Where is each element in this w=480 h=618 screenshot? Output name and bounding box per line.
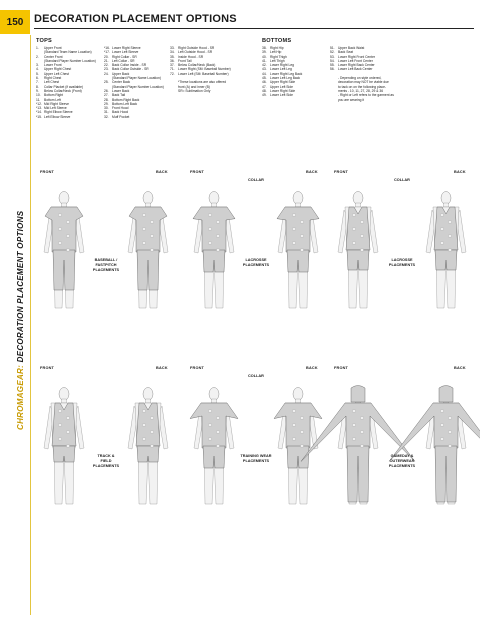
placement-marker — [217, 235, 220, 237]
placement-number: *17. — [104, 50, 110, 55]
placement-text: Lower Right Back Center — [338, 63, 375, 68]
placement-text: decoration may NOT be viable due — [338, 80, 389, 85]
placement-number: 26. — [104, 88, 109, 93]
placement-text: Lower Left Leg — [270, 67, 292, 72]
placement-marker — [209, 438, 212, 440]
divider-horizontal — [34, 28, 474, 29]
placement-text: Inside Hood - SR — [178, 54, 204, 59]
placement-text: Lower Left Side — [270, 93, 293, 98]
placement-number: 31. — [104, 110, 109, 115]
placement-text: Lower Right Side — [270, 88, 296, 93]
placement-marker — [361, 445, 364, 447]
side-title-brand: CHROMAGEAR: — [16, 364, 25, 430]
placement-text: Bottom Left — [44, 97, 61, 102]
placement-text: Lower Left Back Center — [338, 67, 373, 72]
placement-marker — [361, 417, 364, 419]
placement-marker — [293, 214, 296, 216]
placement-marker — [151, 445, 154, 447]
placement-number: 10. — [36, 93, 41, 98]
placement-number: 52. — [330, 50, 335, 55]
collar-label: COLLAR — [394, 178, 410, 182]
placement-text: *These locations are also offered — [178, 80, 227, 85]
placement-text: (Standard Team Name Location) — [44, 50, 92, 55]
placement-number: 1. — [36, 46, 39, 50]
placement-text: Back Hood — [112, 110, 129, 115]
placement-text: Left Chest — [44, 80, 60, 85]
placement-panel — [36, 366, 176, 546]
figure-back — [277, 192, 319, 309]
back-label: BACK — [306, 170, 318, 174]
tops-list-col1 — [36, 46, 96, 119]
tops-title: TOPS — [36, 38, 52, 44]
placement-text: SR= Sublimation Only — [178, 88, 211, 93]
placement-marker — [67, 417, 70, 419]
placement-text: - Right or Left refers to the garment as — [338, 93, 394, 98]
placement-text: Below Collar/Neck (Back) — [178, 63, 216, 68]
placement-marker — [143, 438, 146, 440]
placement-text: Upper Right Side — [270, 80, 296, 85]
placement-marker — [449, 249, 452, 251]
placement-text: (Standard Player Name Location) — [112, 76, 161, 81]
placement-text: Lower Right Front Center — [338, 54, 376, 59]
placement-text: Bottom Right Back — [112, 97, 140, 102]
placement-marker — [353, 228, 356, 230]
placement-number: 11. — [36, 97, 41, 102]
placement-marker — [449, 235, 452, 237]
placement-text: Center Front — [44, 54, 63, 59]
front-label: FRONT — [334, 170, 349, 174]
tops-list-col3 — [170, 46, 231, 93]
side-title — [4, 130, 25, 430]
placement-number: 48. — [262, 88, 267, 93]
back-label: BACK — [454, 366, 466, 370]
placement-number: 6. — [36, 76, 39, 81]
placement-text: Left Thigh — [270, 58, 285, 63]
placement-number: 56. — [330, 67, 335, 72]
placement-text: ments - 10, 11, 27, 28, 29 & 36 — [338, 88, 384, 93]
placement-text: Lower Left Sleeve — [112, 50, 139, 55]
placement-marker — [441, 228, 444, 230]
placement-panel — [330, 170, 474, 350]
placement-marker — [293, 438, 296, 440]
placement-text: Upper Left Side — [270, 84, 293, 89]
placement-number: 51. — [330, 46, 335, 50]
placement-text: Lower Right Leg — [270, 63, 295, 68]
placement-text: Front Hood — [112, 106, 129, 111]
caption-line: OUTERWEAR — [389, 459, 415, 463]
placement-marker — [59, 410, 62, 412]
placement-text: (Standard Player Number Location) — [112, 84, 164, 89]
placement-text: Left Outside Hood - SR — [178, 50, 213, 55]
placement-number: 30. — [104, 106, 109, 111]
placement-text: Lower Right Leg Back — [270, 71, 303, 76]
placement-text: Back Tail — [112, 93, 126, 98]
figure-back — [389, 386, 480, 505]
back-label: BACK — [454, 170, 466, 174]
panel-caption — [382, 454, 422, 469]
caption-line: FIELD — [100, 459, 112, 463]
placement-text: Right Chest — [44, 76, 62, 81]
panel-caption — [236, 258, 276, 268]
placement-number: 72. — [170, 71, 175, 76]
placement-number: 9. — [36, 88, 39, 93]
placement-list-item — [262, 93, 302, 97]
placement-text: Center Back — [112, 80, 131, 85]
caption-line: TRACK & — [97, 454, 115, 458]
placement-list-item — [170, 72, 231, 76]
caption-line: LACROSSE — [245, 258, 267, 262]
caption-line: PLACEMENTS — [92, 268, 120, 272]
placement-text: Left Hip — [270, 50, 282, 55]
placement-marker — [67, 249, 70, 251]
placement-number: *12. — [36, 101, 42, 106]
caption-line: PLACEMENTS — [92, 464, 120, 468]
placement-number: 49. — [262, 93, 267, 98]
placement-marker — [449, 431, 452, 433]
placement-text: Lower Left Front Center — [338, 58, 373, 63]
placement-number: 71. — [170, 67, 175, 72]
placement-number: 40. — [262, 54, 267, 59]
placement-marker — [209, 214, 212, 216]
placement-marker — [143, 410, 146, 412]
placement-marker — [441, 410, 444, 412]
placement-marker — [361, 235, 364, 237]
placement-marker — [449, 417, 452, 419]
placement-marker — [217, 431, 220, 433]
back-label: BACK — [306, 366, 318, 370]
figure-front — [44, 388, 84, 505]
front-label: FRONT — [334, 366, 349, 370]
tops-list-col2 — [104, 46, 164, 119]
placement-text: Left Collar - SR — [112, 58, 135, 63]
placement-marker — [353, 424, 356, 426]
placement-number: *13. — [36, 106, 42, 111]
panel-caption — [86, 454, 126, 469]
placement-text: Right Thigh — [270, 54, 287, 59]
placement-marker — [217, 249, 220, 251]
figure-front — [190, 388, 238, 505]
placement-number: 8. — [36, 84, 39, 89]
figure-front — [44, 192, 84, 309]
collar-label: COLLAR — [248, 374, 264, 378]
placement-text: Muff Pocket — [112, 114, 130, 119]
placement-number: 44. — [262, 71, 267, 76]
placement-marker — [441, 242, 444, 244]
placement-text: Back Seat — [338, 50, 354, 55]
placement-marker — [151, 235, 154, 237]
placement-number: 47. — [262, 84, 267, 89]
placement-number: 2. — [36, 54, 39, 59]
placement-marker — [59, 424, 62, 426]
placement-text: Bottom Left Back — [112, 101, 138, 106]
placement-text: Lower Back — [112, 88, 130, 93]
placement-text: Right Elbow Sleeve — [44, 110, 73, 115]
side-title-rest: DECORATION PLACEMENT OPTIONS — [16, 210, 25, 365]
placement-text: Upper Back Waist — [338, 46, 365, 50]
collar-label: COLLAR — [248, 178, 264, 182]
caption-line: LACROSSE — [391, 258, 413, 262]
placement-marker — [59, 214, 62, 216]
placement-marker — [67, 431, 70, 433]
placement-marker — [301, 235, 304, 237]
placement-text: Upper Left Chest — [44, 71, 69, 76]
front-label: FRONT — [40, 170, 55, 174]
placement-marker — [143, 228, 146, 230]
placement-marker — [301, 445, 304, 447]
placement-text: Upper Back — [112, 71, 130, 76]
placement-text: Upper Front — [44, 46, 62, 50]
back-label: BACK — [156, 366, 168, 370]
placement-number: *15. — [36, 114, 42, 119]
page-title: DECORATION PLACEMENT OPTIONS — [34, 13, 237, 25]
placement-number: 20. — [104, 54, 109, 59]
placement-number: 55. — [330, 63, 335, 68]
placement-text: you are wearing it — [338, 97, 365, 102]
placement-marker — [301, 221, 304, 223]
placement-panel — [330, 366, 474, 546]
placement-text: Front Tail — [178, 58, 192, 63]
caption-line: PLACEMENTS — [388, 464, 416, 468]
placement-number: 35. — [170, 54, 175, 59]
placement-marker — [151, 221, 154, 223]
placement-marker — [67, 235, 70, 237]
front-label: FRONT — [190, 366, 205, 370]
placement-text: Back Collar Inside - SR — [112, 63, 147, 68]
placement-list-item — [170, 89, 231, 93]
placement-number: 28. — [104, 97, 109, 102]
figure-back — [426, 192, 466, 309]
placement-text: Left Elbow Sleeve — [44, 114, 71, 119]
bottoms-title: BOTTOMS — [262, 38, 292, 44]
figure-back — [128, 192, 168, 309]
placement-number: 34. — [170, 50, 175, 55]
divider-vertical — [30, 35, 31, 615]
placement-text: Below Collar/Neck (Front) — [44, 88, 82, 93]
placement-marker — [301, 417, 304, 419]
placement-list-item — [104, 115, 164, 119]
placement-marker — [301, 249, 304, 251]
placement-marker — [441, 438, 444, 440]
caption-line: PLACEMENTS — [242, 263, 270, 267]
placement-marker — [217, 221, 220, 223]
placement-text: Lower Left (SM: Baseball Number) — [178, 71, 229, 76]
placement-marker — [209, 410, 212, 412]
placement-marker — [151, 249, 154, 251]
placement-marker — [293, 242, 296, 244]
placement-marker — [151, 417, 154, 419]
placement-number: 39. — [262, 50, 267, 55]
placement-marker — [151, 431, 154, 433]
caption-line: PLACEMENTS — [388, 263, 416, 267]
placement-text: Back Collar Outside - SR — [112, 67, 149, 72]
page-number: 150 — [0, 10, 30, 34]
placement-text: Mid Left Sleeve — [44, 106, 67, 111]
placement-marker — [293, 410, 296, 412]
placement-number: 45. — [262, 76, 267, 81]
placement-marker — [293, 424, 296, 426]
placement-panel — [186, 170, 326, 350]
placement-number: 54. — [330, 58, 335, 63]
front-label: FRONT — [190, 170, 205, 174]
placement-number: 43. — [262, 67, 267, 72]
placement-marker — [353, 242, 356, 244]
placement-text: Bottom Right — [44, 93, 64, 98]
placement-number: 21. — [104, 58, 109, 63]
placement-text: (Standard Player Number Location) — [44, 58, 96, 63]
placement-marker — [293, 228, 296, 230]
placement-marker — [353, 410, 356, 412]
placement-list-item — [36, 115, 96, 119]
placement-number: 42. — [262, 63, 267, 68]
placement-marker — [67, 445, 70, 447]
placement-text: Right Outside Hood - SR — [178, 46, 215, 50]
caption-line: PLACEMENTS — [242, 459, 270, 463]
bottoms-list-col2 — [330, 46, 394, 102]
placement-number: 53. — [330, 54, 335, 59]
placement-number: 33. — [170, 46, 175, 50]
bottoms-list-col1 — [262, 46, 302, 98]
placement-marker — [301, 431, 304, 433]
figure-back — [128, 388, 168, 505]
placement-marker — [209, 228, 212, 230]
placement-text: - Depending on style ordered, — [338, 76, 382, 81]
placement-number: *14. — [36, 110, 42, 115]
back-label: BACK — [156, 170, 168, 174]
placement-panel — [36, 170, 176, 350]
placement-number: 22. — [104, 63, 109, 68]
placement-text: Collar Placket (if available) — [44, 84, 84, 89]
caption-line: FASTPITCH — [95, 263, 117, 267]
placement-marker — [361, 249, 364, 251]
placement-marker — [143, 242, 146, 244]
placement-marker — [361, 431, 364, 433]
placement-number: 37. — [170, 63, 175, 68]
placement-number: 25. — [104, 80, 109, 85]
caption-line: TRAINING WEAR — [240, 454, 272, 458]
placement-number: 24. — [104, 71, 109, 76]
placement-marker — [209, 242, 212, 244]
placement-marker — [353, 438, 356, 440]
placement-number: 3. — [36, 63, 39, 68]
panel-caption — [236, 454, 276, 464]
placement-number: 41. — [262, 58, 267, 63]
placement-number: 32. — [104, 114, 109, 119]
figure-front — [338, 192, 378, 309]
placement-marker — [67, 221, 70, 223]
panel-caption — [382, 258, 422, 268]
panel-caption — [86, 258, 126, 273]
placement-marker — [143, 214, 146, 216]
placement-number: 29. — [104, 101, 109, 106]
placement-number: 36. — [170, 58, 175, 63]
placement-marker — [441, 424, 444, 426]
placement-text: Lower Front — [44, 63, 62, 68]
placement-marker — [59, 228, 62, 230]
placement-text: Right Collar - SR — [112, 54, 137, 59]
caption-line: GAMEDAY & — [390, 454, 414, 458]
placement-text: Right Hip — [270, 46, 284, 50]
placement-text: to tack on on the following place- — [338, 84, 387, 89]
placement-marker — [361, 221, 364, 223]
placement-number: 27. — [104, 93, 109, 98]
placement-number: 46. — [262, 80, 267, 85]
placement-list-item — [330, 98, 394, 102]
placement-number: 5. — [36, 71, 39, 76]
placement-text: Lower Right (SM: Baseball Number) — [178, 67, 231, 72]
placement-number: 38. — [262, 46, 267, 50]
placement-marker — [59, 438, 62, 440]
figure-front — [193, 192, 235, 309]
placement-number: *16. — [104, 46, 110, 50]
placement-number: 7. — [36, 80, 39, 85]
placement-text: Lower Right Sleeve — [112, 46, 141, 50]
placement-text: Lower Left Leg Back — [270, 76, 301, 81]
placement-text: front (A) and inner (B) — [178, 84, 210, 89]
placement-marker — [59, 242, 62, 244]
caption-line: BASEBALL / — [94, 258, 118, 262]
front-label: FRONT — [40, 366, 55, 370]
placement-marker — [441, 214, 444, 216]
placement-number: 4. — [36, 67, 39, 72]
placement-marker — [449, 445, 452, 447]
placement-marker — [449, 221, 452, 223]
placement-marker — [353, 214, 356, 216]
placement-marker — [217, 445, 220, 447]
placement-text: Upper Right Chest — [44, 67, 72, 72]
placement-text: Mid Right Sleeve — [44, 101, 69, 106]
placement-marker — [143, 424, 146, 426]
placement-number: 23. — [104, 67, 109, 72]
placement-marker — [217, 417, 220, 419]
placement-marker — [209, 424, 212, 426]
